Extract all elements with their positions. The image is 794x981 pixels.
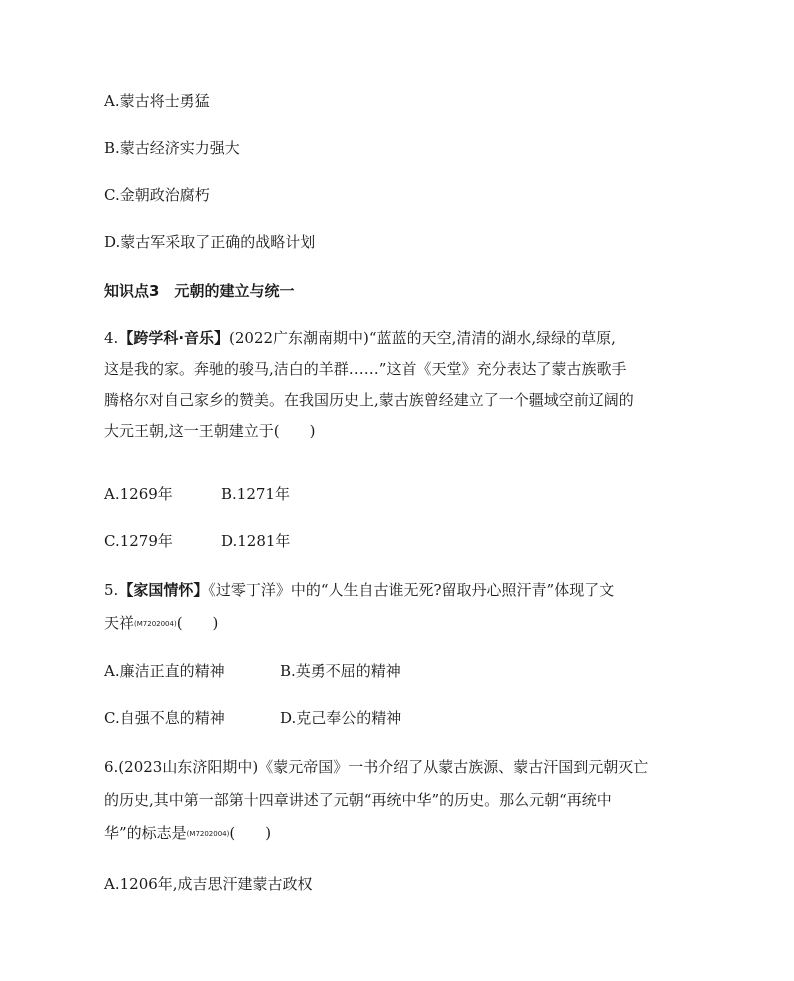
q6-line-3 [104,822,271,845]
q4-tag: 【跨学科·音乐】 [118,329,230,347]
q4-line-4: 大元王朝,这一王朝建立于( ) [104,422,316,440]
q5-answer-blank: ( ) [176,614,219,632]
q5-options-row-2 [104,707,401,729]
prev-option-a: A.蒙古将士勇猛 [104,92,210,110]
q4-option-a: A.1269年 [104,485,173,503]
q6-line-1: 6.(2023山东济阳期中)《蒙元帝国》一书介绍了从蒙古族源、蒙古汗国到元朝灭亡 [104,758,649,776]
q6-line-2: 的历史,其中第一部第十四章讲述了元朝“再统中华”的历史。那么元朝“再统中 [104,791,612,809]
section-heading: 知识点3 元朝的建立与统一 [104,282,295,300]
prev-option-b: B.蒙古经济实力强大 [104,139,240,157]
q4-number: 4. [104,329,119,347]
q6-item-code: (M7202004) [186,830,230,838]
q5-options-row-1 [104,660,401,682]
q5-option-c: C.自强不息的精神 [104,709,225,727]
q4-line-1 [104,327,616,349]
q5-option-d: D.克己奉公的精神 [280,709,402,727]
q5-option-b: B.英勇不屈的精神 [280,662,401,680]
prev-option-c: C.金朝政治腐朽 [104,186,210,204]
q4-option-c: C.1279年 [104,532,173,550]
q5-line-1-text: 《过零丁洋》中的“人生自古谁无死?留取丹心照汗青”体现了文 [208,581,615,599]
q5-line-2-text: 天祥 [104,614,135,632]
q4-options-row-1 [104,483,290,505]
q5-line-2 [104,612,218,635]
q5-number: 5. [104,581,119,599]
q4-option-b: B.1271年 [221,485,290,503]
q6-option-a: A.1206年,成吉思汗建蒙古政权 [104,875,313,893]
q6-line-3-text: 华”的标志是 [104,824,187,842]
q4-line-3: 腾格尔对自己家乡的赞美。在我国历史上,蒙古族曾经建立了一个疆域空前辽阔的 [104,391,634,409]
q4-line-2: 这是我的家。奔驰的骏马,洁白的羊群……”这首《天堂》充分表达了蒙古族歌手 [104,360,627,378]
q5-option-a: A.廉洁正直的精神 [104,662,225,680]
q5-line-1 [104,579,614,601]
q5-tag: 【家国情怀】 [118,581,209,599]
q4-line-1-text: (2022广东潮南期中)“蓝蓝的天空,清清的湖水,绿绿的草原, [229,329,616,347]
q6-answer-blank: ( ) [229,824,272,842]
q4-option-d: D.1281年 [221,532,291,550]
q5-item-code: (M7202004) [134,620,177,628]
q4-options-row-2 [104,530,290,552]
prev-option-d: D.蒙古军采取了正确的战略计划 [104,233,316,251]
